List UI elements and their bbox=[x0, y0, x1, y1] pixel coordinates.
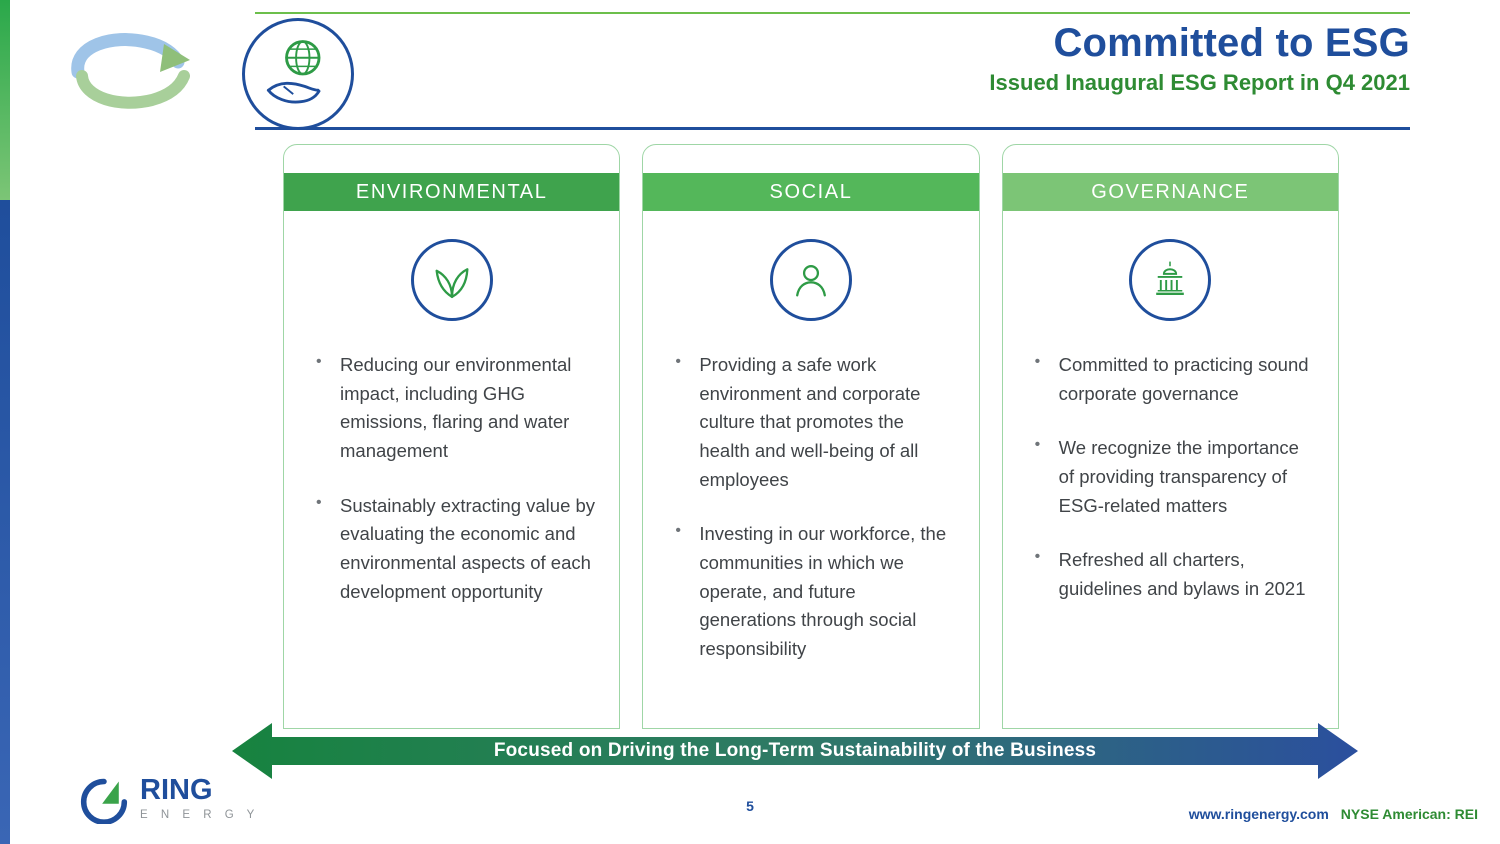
bullet-list-governance bbox=[1003, 351, 1338, 604]
list-item: • Sustainably extracting value by evaluating the economic and environmental aspects of each development opportunity bbox=[314, 492, 595, 607]
page-number: 5 bbox=[746, 798, 754, 814]
left-accent-bar-green bbox=[0, 0, 10, 200]
esg-badge bbox=[242, 18, 354, 130]
list-item: • Reducing our environmental impact, including GHG emissions, flaring and water management bbox=[314, 351, 595, 466]
column-header-environmental: ENVIRONMENTAL bbox=[284, 173, 619, 211]
column-header-governance: GOVERNANCE bbox=[1003, 173, 1338, 211]
person-icon bbox=[770, 239, 852, 321]
leaf-icon bbox=[411, 239, 493, 321]
banner-text: Focused on Driving the Long-Term Sustainability of the Business bbox=[493, 740, 1097, 761]
left-accent-bar-blue bbox=[0, 200, 10, 844]
column-social bbox=[642, 144, 979, 729]
column-header-social: SOCIAL bbox=[643, 173, 978, 211]
sustainability-banner bbox=[232, 718, 1358, 784]
page-subtitle: Issued Inaugural ESG Report in Q4 2021 bbox=[989, 70, 1410, 95]
list-item: • Investing in our workforce, the communities in which we operate, and future generations through social responsibility bbox=[673, 520, 954, 663]
slide-header bbox=[60, 10, 1410, 130]
list-item: • Committed to practicing sound corporate governance bbox=[1033, 351, 1314, 408]
ring-energy-swoosh-logo bbox=[60, 28, 200, 114]
ticker-label: NYSE American: REI bbox=[1340, 806, 1478, 822]
government-building-icon bbox=[1129, 239, 1211, 321]
globe-in-hand-icon bbox=[255, 31, 341, 117]
website-link[interactable]: www.ringenergy.com bbox=[1188, 806, 1329, 822]
list-item: • We recognize the importance of providing transparency of ESG-related matters bbox=[1033, 434, 1314, 520]
title-block bbox=[989, 22, 1410, 96]
list-item: • Providing a safe work environment and corporate culture that promotes the health and well-being of all employees bbox=[673, 351, 954, 494]
esg-columns bbox=[283, 144, 1339, 729]
footer-logo-sub: E N E R G Y bbox=[140, 809, 260, 821]
column-environmental bbox=[283, 144, 620, 729]
column-governance bbox=[1002, 144, 1339, 729]
footer-logo-name: RING bbox=[140, 774, 213, 806]
bullet-list-environmental bbox=[284, 351, 619, 606]
page-title: Committed to ESG bbox=[1053, 21, 1410, 65]
bullet-list-social bbox=[643, 351, 978, 664]
list-item: • Refreshed all charters, guidelines and bylaws in 2021 bbox=[1033, 546, 1314, 603]
footer-right bbox=[1189, 806, 1478, 822]
